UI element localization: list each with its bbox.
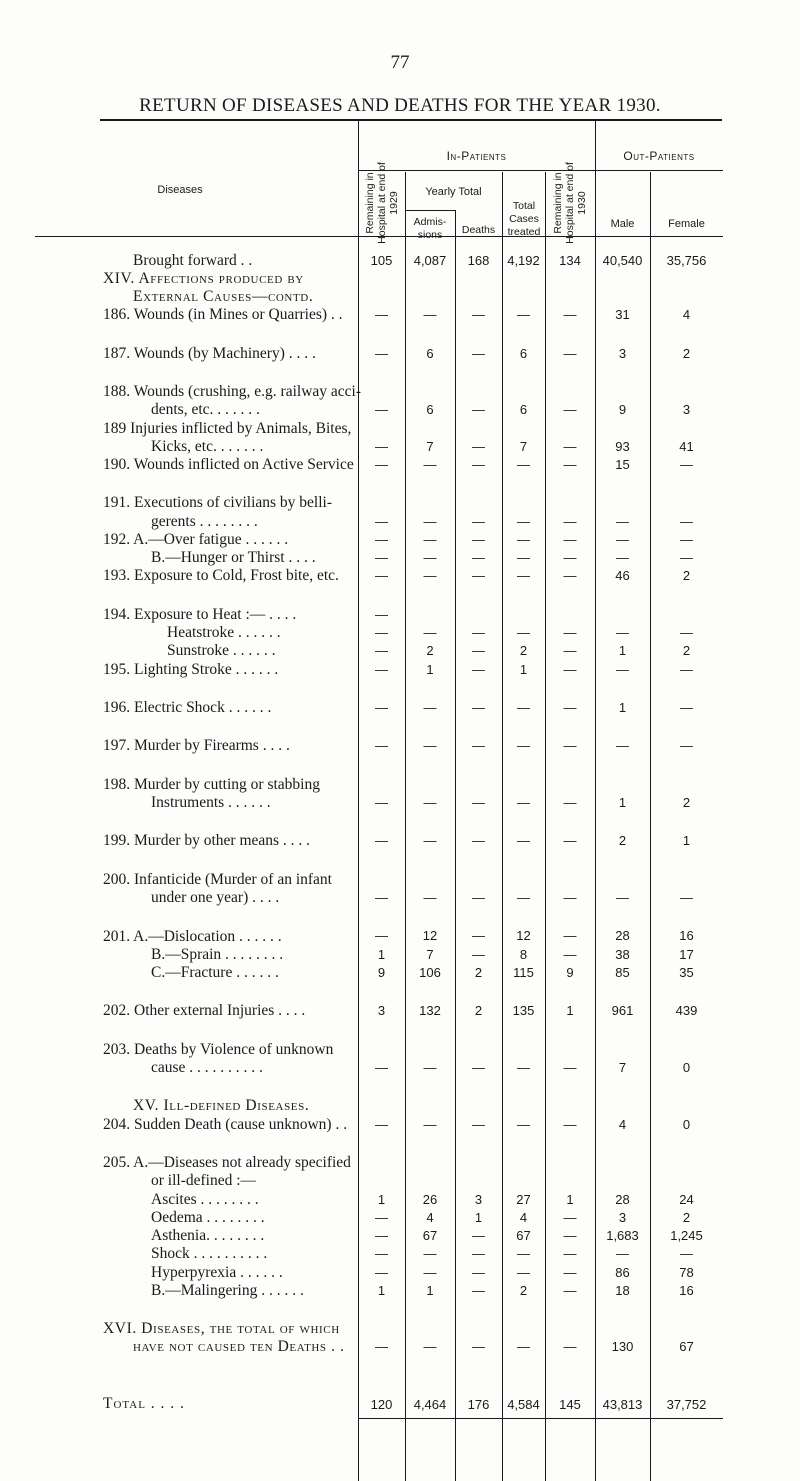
table-cell: — xyxy=(517,625,530,640)
disease-line: Shock . . . . . . . . . . xyxy=(151,1245,268,1262)
table-cell: — xyxy=(616,532,629,547)
table-cell: 16 xyxy=(679,1283,694,1298)
disease-line: Instruments . . . . . . xyxy=(151,794,271,811)
disease-line: Ascites . . . . . . . . xyxy=(151,1191,259,1208)
table-cell: 1 xyxy=(377,1192,386,1207)
disease-line: B.—Malingering . . . . . . xyxy=(151,1282,304,1299)
table-cell: — xyxy=(375,550,388,565)
table-cell: 18 xyxy=(615,1283,630,1298)
table-cell: 0 xyxy=(682,1060,691,1075)
disease-line: Sunstroke . . . . . . xyxy=(167,642,276,659)
table-cell: 3 xyxy=(474,1192,483,1207)
table-cell: 1,245 xyxy=(670,1228,703,1243)
table-cell: 35 xyxy=(679,965,694,980)
table-cell: — xyxy=(375,890,388,905)
table-cell: 1 xyxy=(426,1283,434,1298)
table-cell: 168 xyxy=(467,253,490,268)
table-cell: — xyxy=(472,1117,485,1132)
table-cell: 7 xyxy=(618,1060,627,1075)
table-cell: 4 xyxy=(618,1117,627,1132)
table-cell: 35,756 xyxy=(666,253,707,268)
table-cell: — xyxy=(680,662,693,677)
table-cell: — xyxy=(563,947,577,962)
table-cell: — xyxy=(517,833,530,848)
disease-line: 204. Sudden Death (cause unknown) . . xyxy=(103,1116,348,1133)
disease-line: gerents . . . . . . . . xyxy=(151,513,258,530)
disease-line: External Causes—contd. xyxy=(133,288,314,305)
table-cell: — xyxy=(517,1117,530,1132)
table-cell: — xyxy=(423,833,437,848)
table-cell: — xyxy=(563,346,577,361)
table-cell: — xyxy=(680,532,693,547)
table-cell: 4 xyxy=(519,1210,528,1225)
table-cell: — xyxy=(616,1246,629,1261)
table-cell: 1 xyxy=(377,1283,386,1298)
disease-line: 195. Lighting Stroke . . . . . . xyxy=(103,661,279,678)
disease-line: C.—Fracture . . . . . . xyxy=(151,964,279,981)
table-cell: 1 xyxy=(519,662,528,677)
table-cell: — xyxy=(472,514,485,529)
table-cell: — xyxy=(472,532,485,547)
table-cell: 1 xyxy=(618,795,627,810)
table-cell: 24 xyxy=(679,1192,694,1207)
table-cell: 7 xyxy=(519,439,528,454)
disease-line: 198. Murder by cutting or stabbing xyxy=(103,776,320,793)
header-female: Female xyxy=(668,218,705,230)
disease-line: Brought forward . . xyxy=(133,252,253,269)
table-cell: — xyxy=(517,457,530,472)
table-cell: — xyxy=(563,457,577,472)
table-cell: — xyxy=(472,890,485,905)
table-cell: 1 xyxy=(566,1003,574,1018)
header-male: Male xyxy=(610,218,635,230)
table-cell: — xyxy=(563,795,577,810)
table-cell: — xyxy=(517,738,530,753)
table-cell: — xyxy=(375,1117,388,1132)
table-cell: 4 xyxy=(682,307,691,322)
disease-line: B.—Hunger or Thirst . . . . xyxy=(151,549,316,566)
table-cell: — xyxy=(375,700,388,715)
table-cell: — xyxy=(616,662,629,677)
table-cell: 1 xyxy=(682,833,691,848)
table-cell: 17 xyxy=(679,947,694,962)
table-cell: 1 xyxy=(426,662,434,677)
table-cell: — xyxy=(375,607,388,622)
table-cell: — xyxy=(423,1339,437,1354)
table-cell: 7 xyxy=(426,439,434,454)
table-cell: 2 xyxy=(682,795,691,810)
table-cell: 115 xyxy=(513,965,534,980)
disease-line: B.—Sprain . . . . . . . . xyxy=(151,946,284,963)
table-cell: — xyxy=(680,457,693,472)
table-cell: — xyxy=(375,402,388,417)
header-out-patients: Out-Patients xyxy=(623,149,695,163)
table-cell: — xyxy=(375,1246,388,1261)
table-cell: 9 xyxy=(618,402,627,417)
table-cell: — xyxy=(563,833,577,848)
table-cell: 2 xyxy=(618,833,627,848)
table-cell: — xyxy=(375,662,388,677)
table-cell: — xyxy=(423,457,437,472)
disease-line: dents, etc. . . . . . . xyxy=(151,401,260,418)
table-cell: 439 xyxy=(675,1003,698,1018)
disease-line: 192. A.—Over fatigue . . . . . . xyxy=(103,531,289,548)
table-cell: — xyxy=(375,514,388,529)
header-total-cases: Total Cases treated xyxy=(507,200,541,238)
table-cell: 961 xyxy=(611,1003,634,1018)
table-cell: — xyxy=(517,568,530,583)
table-cell: — xyxy=(375,346,388,361)
table-cell: — xyxy=(472,643,485,658)
table-cell: — xyxy=(563,1117,577,1132)
table-cell: 40,540 xyxy=(602,253,643,268)
table-cell: — xyxy=(472,700,485,715)
disease-line: 196. Electric Shock . . . . . . xyxy=(103,699,272,716)
table-cell: — xyxy=(472,625,485,640)
disease-line: Asthenia. . . . . . . . xyxy=(151,1227,265,1244)
disease-line: 187. Wounds (by Machinery) . . . . xyxy=(103,345,316,362)
table-cell: 2 xyxy=(474,965,483,980)
table-cell: 1 xyxy=(377,947,386,962)
table-cell: — xyxy=(616,625,629,640)
table-cell: — xyxy=(423,514,437,529)
table-cell: 132 xyxy=(419,1003,441,1018)
disease-line: XVI. Diseases, the total of which xyxy=(103,1320,340,1337)
table-cell: 8 xyxy=(519,947,528,962)
table-cell: 2 xyxy=(682,1210,691,1225)
table-cell: — xyxy=(517,700,530,715)
table-cell: — xyxy=(375,1060,388,1075)
total-cell: 120 xyxy=(370,1397,393,1412)
table-cell: 4,087 xyxy=(413,253,447,268)
table-cell: — xyxy=(375,833,388,848)
table-cell: — xyxy=(423,738,437,753)
table-cell: — xyxy=(517,1246,530,1261)
table-cell: — xyxy=(375,307,388,322)
table-cell: — xyxy=(517,1265,530,1280)
header-diseases: Diseases xyxy=(157,184,203,196)
table-cell: — xyxy=(423,568,437,583)
table-cell: — xyxy=(563,1210,577,1225)
table-cell: 6 xyxy=(426,346,434,361)
table-cell: — xyxy=(472,738,485,753)
table-cell: 3 xyxy=(682,402,691,417)
table-cell: — xyxy=(616,890,629,905)
table-cell: — xyxy=(472,402,485,417)
table-cell: 4 xyxy=(426,1210,434,1225)
disease-line: 201. A.—Dislocation . . . . . . xyxy=(103,928,282,945)
table-cell: 28 xyxy=(615,1192,630,1207)
page-title: RETURN OF DISEASES AND DEATHS FOR THE YEAR 1930. xyxy=(139,95,661,116)
table-cell: — xyxy=(472,1228,485,1243)
table-cell: — xyxy=(563,402,577,417)
table-cell: — xyxy=(680,514,693,529)
disease-line: Hyperpyrexia . . . . . . xyxy=(151,1264,283,1281)
table-cell: 67 xyxy=(516,1228,531,1243)
header-deaths: Deaths xyxy=(461,224,496,236)
table-cell: — xyxy=(517,890,530,905)
table-cell: 9 xyxy=(377,965,386,980)
table-cell: — xyxy=(680,625,693,640)
header-remaining-1929: Remaining in Hospital at end of 1929 xyxy=(364,162,400,244)
table-cell: — xyxy=(375,1210,388,1225)
table-cell: — xyxy=(517,514,530,529)
table-cell: — xyxy=(375,532,388,547)
table-cell: — xyxy=(375,439,388,454)
table-cell: 86 xyxy=(615,1265,630,1280)
disease-line: 199. Murder by other means . . . . xyxy=(103,832,311,849)
table-cell: 7 xyxy=(426,947,434,962)
table-cell: 135 xyxy=(512,1003,535,1018)
table-cell: — xyxy=(472,662,485,677)
table-cell: — xyxy=(563,532,577,547)
table-cell: — xyxy=(472,1283,485,1298)
disease-line: have not caused ten Deaths . . xyxy=(133,1338,345,1355)
table-cell: — xyxy=(616,514,629,529)
table-cell: — xyxy=(423,550,437,565)
table-cell: — xyxy=(423,532,437,547)
table-cell: — xyxy=(563,550,577,565)
table-cell: — xyxy=(563,662,577,677)
table-cell: — xyxy=(616,550,629,565)
table-cell: — xyxy=(563,1228,577,1243)
table-cell: — xyxy=(472,568,485,583)
total-cell: 145 xyxy=(559,1397,581,1412)
table-cell: — xyxy=(680,550,693,565)
table-cell: — xyxy=(423,307,437,322)
disease-line: 197. Murder by Firearms . . . . xyxy=(103,737,290,754)
table-cell: — xyxy=(517,795,530,810)
table-cell: 134 xyxy=(559,253,581,268)
table-cell: — xyxy=(563,1265,577,1280)
table-cell: — xyxy=(375,928,388,943)
table-cell: — xyxy=(563,307,577,322)
table-cell: 4,192 xyxy=(507,253,540,268)
table-cell: — xyxy=(563,928,577,943)
table-cell: 12 xyxy=(516,928,531,943)
table-cell: 28 xyxy=(615,928,630,943)
table-cell: — xyxy=(423,1117,437,1132)
table-cell: 85 xyxy=(615,965,630,980)
table-cell: — xyxy=(563,625,577,640)
table-cell: — xyxy=(563,568,577,583)
table-cell: 41 xyxy=(679,439,694,454)
table-cell: — xyxy=(616,738,629,753)
header-remaining-1930: Remaining in Hospital at end of 1930 xyxy=(552,162,588,244)
total-cell: 43,813 xyxy=(602,1397,643,1412)
table-cell: — xyxy=(472,947,485,962)
header-admissions: Admis- sions xyxy=(413,216,447,241)
table-cell: — xyxy=(423,795,437,810)
disease-line: or ill-defined :— xyxy=(151,1172,257,1189)
disease-line: 200. Infanticide (Murder of an infant xyxy=(103,871,332,888)
table-cell: — xyxy=(472,550,485,565)
table-cell: 2 xyxy=(426,643,434,658)
table-cell: 1 xyxy=(566,1192,574,1207)
table-cell: 78 xyxy=(679,1265,694,1280)
table-cell: 6 xyxy=(519,402,528,417)
table-cell: — xyxy=(375,457,388,472)
table-cell: — xyxy=(563,1339,577,1354)
table-cell: 2 xyxy=(682,643,691,658)
table-cell: 1,683 xyxy=(606,1228,639,1243)
table-cell: — xyxy=(375,1228,388,1243)
table-cell: — xyxy=(680,738,693,753)
disease-line: 203. Deaths by Violence of unknown xyxy=(103,1041,334,1058)
table-cell: 105 xyxy=(370,253,393,268)
table-cell: — xyxy=(423,1060,437,1075)
table-cell: — xyxy=(472,457,485,472)
disease-line: 193. Exposure to Cold, Frost bite, etc. xyxy=(103,567,339,584)
total-cell: 4,464 xyxy=(413,1397,447,1412)
disease-line: 190. Wounds inflicted on Active Service xyxy=(103,456,354,473)
header-in-patients: In-Patients xyxy=(446,149,507,163)
table-cell: 1 xyxy=(618,700,627,715)
table-cell: 26 xyxy=(422,1192,438,1207)
table-cell: — xyxy=(563,1283,577,1298)
table-cell: — xyxy=(472,1246,485,1261)
table-cell: — xyxy=(472,795,485,810)
table-cell: — xyxy=(423,1246,437,1261)
table-cell: — xyxy=(517,1339,530,1354)
table-cell: 38 xyxy=(615,947,630,962)
total-cell: 176 xyxy=(467,1397,490,1412)
table-cell: 31 xyxy=(615,307,630,322)
table-cell: — xyxy=(423,1265,437,1280)
table-cell: — xyxy=(563,890,577,905)
table-cell: 12 xyxy=(422,928,438,943)
table-cell: 93 xyxy=(615,439,630,454)
disease-line: 194. Exposure to Heat :— . . . . xyxy=(103,606,297,623)
table-cell: — xyxy=(472,1060,485,1075)
table-cell: 6 xyxy=(519,346,528,361)
table-cell: 2 xyxy=(519,1283,528,1298)
table-cell: — xyxy=(472,1339,485,1354)
table-cell: — xyxy=(472,439,485,454)
table-cell: — xyxy=(423,625,437,640)
table-cell: — xyxy=(563,643,577,658)
total-cell: 4,584 xyxy=(507,1397,540,1412)
disease-line: 186. Wounds (in Mines or Quarries) . . xyxy=(103,306,343,323)
table-cell: 2 xyxy=(519,643,528,658)
table-cell: 6 xyxy=(426,402,434,417)
disease-line: Heatstroke . . . . . . xyxy=(167,624,281,641)
table-cell: — xyxy=(680,1246,693,1261)
table-cell: 106 xyxy=(419,965,441,980)
table-cell: — xyxy=(563,1246,577,1261)
table-cell: — xyxy=(563,514,577,529)
table-cell: 1 xyxy=(474,1210,483,1225)
table-cell: 9 xyxy=(566,965,574,980)
table-cell: 2 xyxy=(474,1003,483,1018)
table-cell: — xyxy=(375,795,388,810)
table-cell: — xyxy=(423,700,437,715)
table-cell: — xyxy=(472,346,485,361)
table-cell: — xyxy=(375,738,388,753)
table-cell: 0 xyxy=(682,1117,691,1132)
disease-line: 191. Executions of civilians by belli- xyxy=(103,494,333,511)
table-cell: — xyxy=(472,1265,485,1280)
disease-line: XIV. Affections produced by xyxy=(103,270,304,287)
table-cell: — xyxy=(472,928,485,943)
disease-line: 188. Wounds (crushing, e.g. railway acci- xyxy=(103,383,362,400)
table-cell: 16 xyxy=(679,928,694,943)
table-cell: — xyxy=(517,532,530,547)
table-cell: 130 xyxy=(611,1339,634,1354)
disease-line: Kicks, etc. . . . . . . xyxy=(151,438,264,455)
table-cell: — xyxy=(563,700,577,715)
disease-line: 189 Injuries inflicted by Animals, Bites, xyxy=(103,420,352,437)
table-cell: 3 xyxy=(618,346,627,361)
table-cell: — xyxy=(517,307,530,322)
disease-line: Oedema . . . . . . . . xyxy=(151,1209,265,1226)
table-cell: — xyxy=(680,890,693,905)
table-cell: 1 xyxy=(618,643,627,658)
table-cell: 2 xyxy=(682,568,691,583)
table-cell: 15 xyxy=(615,457,630,472)
disease-line: under one year) . . . . xyxy=(151,889,280,906)
table-cell: — xyxy=(375,1339,388,1354)
table-cell: — xyxy=(563,738,577,753)
table-cell: — xyxy=(375,568,388,583)
disease-line: 202. Other external Injuries . . . . xyxy=(103,1002,306,1019)
table-cell: 67 xyxy=(422,1228,438,1243)
table-cell: — xyxy=(472,833,485,848)
total-cell: 37,752 xyxy=(666,1397,707,1412)
table-cell: — xyxy=(375,1265,388,1280)
table-cell: — xyxy=(517,550,530,565)
header-yearly-total: Yearly Total xyxy=(425,186,482,198)
table-cell: 46 xyxy=(615,568,630,583)
table-cell: 67 xyxy=(679,1339,694,1354)
table-cell: 3 xyxy=(618,1210,627,1225)
table-cell: — xyxy=(375,625,388,640)
table-cell: 3 xyxy=(377,1003,386,1018)
table-cell: — xyxy=(680,700,693,715)
disease-line: cause . . . . . . . . . . xyxy=(151,1059,263,1076)
table-cell: 27 xyxy=(516,1192,531,1207)
total-label: Total . . . . xyxy=(103,1395,185,1412)
table-cell: — xyxy=(472,307,485,322)
table-cell: 2 xyxy=(682,346,691,361)
disease-line: 205. A.—Diseases not already specified xyxy=(103,1154,351,1171)
page-number: 77 xyxy=(390,52,410,73)
table-cell: — xyxy=(563,1060,577,1075)
table-cell: — xyxy=(517,1060,530,1075)
table-cell: — xyxy=(423,890,437,905)
table-cell: — xyxy=(563,439,577,454)
table-cell: — xyxy=(375,643,388,658)
disease-line: XV. Ill-defined Diseases. xyxy=(133,1097,310,1114)
